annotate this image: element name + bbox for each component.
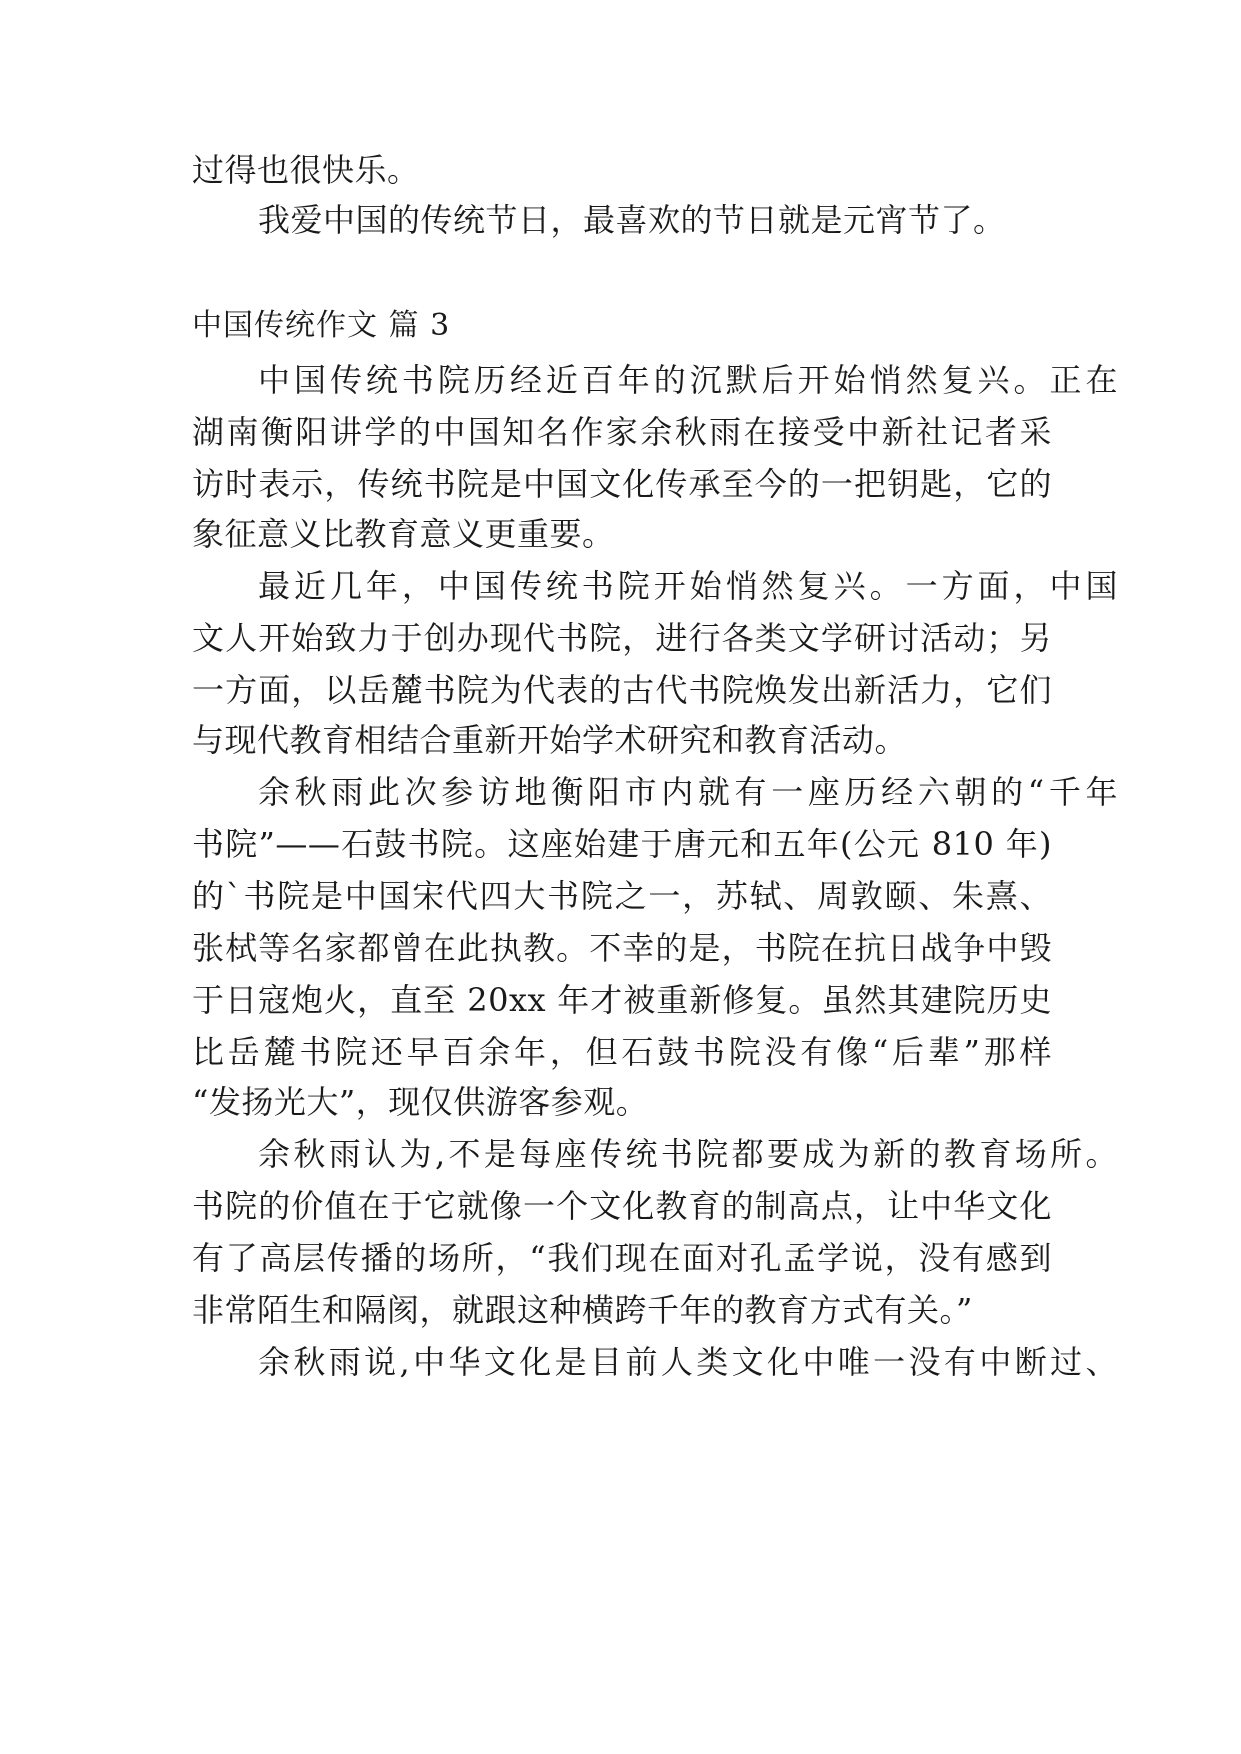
text-line: 文人开始致力于创办现代书院，进行各类文学研讨活动；另	[192, 619, 1052, 657]
text-line: 余秋雨认为,不是每座传统书院都要成为新的教育场所。	[258, 1135, 1118, 1173]
text-line: 的`书院是中国宋代四大书院之一，苏轼、周敦颐、朱熹、	[192, 877, 1052, 915]
text-line: 最近几年，中国传统书院开始悄然复兴。一方面，中国	[258, 567, 1118, 605]
text-line: 我爱中国的传统节日，最喜欢的节日就是元宵节了。	[258, 201, 1006, 239]
text-line: 书院的价值在于它就像一个文化教育的制高点，让中华文化	[192, 1187, 1052, 1225]
text-line: 一方面，以岳麓书院为代表的古代书院焕发出新活力，它们	[192, 671, 1052, 709]
text-line: 过得也很快乐。	[192, 151, 420, 189]
text-line: 有了高层传播的场所，“我们现在面对孔孟学说，没有感到	[192, 1239, 1052, 1277]
text-line: 访时表示，传统书院是中国文化传承至今的一把钥匙，它的	[192, 465, 1052, 503]
text-line: 于日寇炮火，直至 20xx 年才被重新修复。虽然其建院历史	[192, 981, 1052, 1019]
text-line: 与现代教育相结合重新开始学术研究和教育活动。	[192, 721, 908, 759]
text-line: 中国传统书院历经近百年的沉默后开始悄然复兴。正在	[258, 361, 1118, 399]
text-line: 余秋雨此次参访地衡阳市内就有一座历经六朝的“千年	[258, 773, 1118, 811]
text-line: “发扬光大”，现仅供游客参观。	[192, 1083, 649, 1121]
text-line: 比岳麓书院还早百余年，但石鼓书院没有像“后辈”那样	[192, 1033, 1052, 1071]
text-line: 湖南衡阳讲学的中国知名作家余秋雨在接受中新社记者采	[192, 413, 1052, 451]
text-line: 张栻等名家都曾在此执教。不幸的是，书院在抗日战争中毁	[192, 929, 1052, 967]
section-heading: 中国传统作文 篇 3	[192, 308, 451, 343]
text-line: 象征意义比教育意义更重要。	[192, 515, 615, 553]
text-line: 书院”——石鼓书院。这座始建于唐元和五年(公元 810 年)	[192, 825, 1052, 863]
text-line: 非常陌生和隔阂，就跟这种横跨千年的教育方式有关。”	[192, 1291, 973, 1329]
text-line: 余秋雨说,中华文化是目前人类文化中唯一没有中断过、	[258, 1343, 1118, 1381]
